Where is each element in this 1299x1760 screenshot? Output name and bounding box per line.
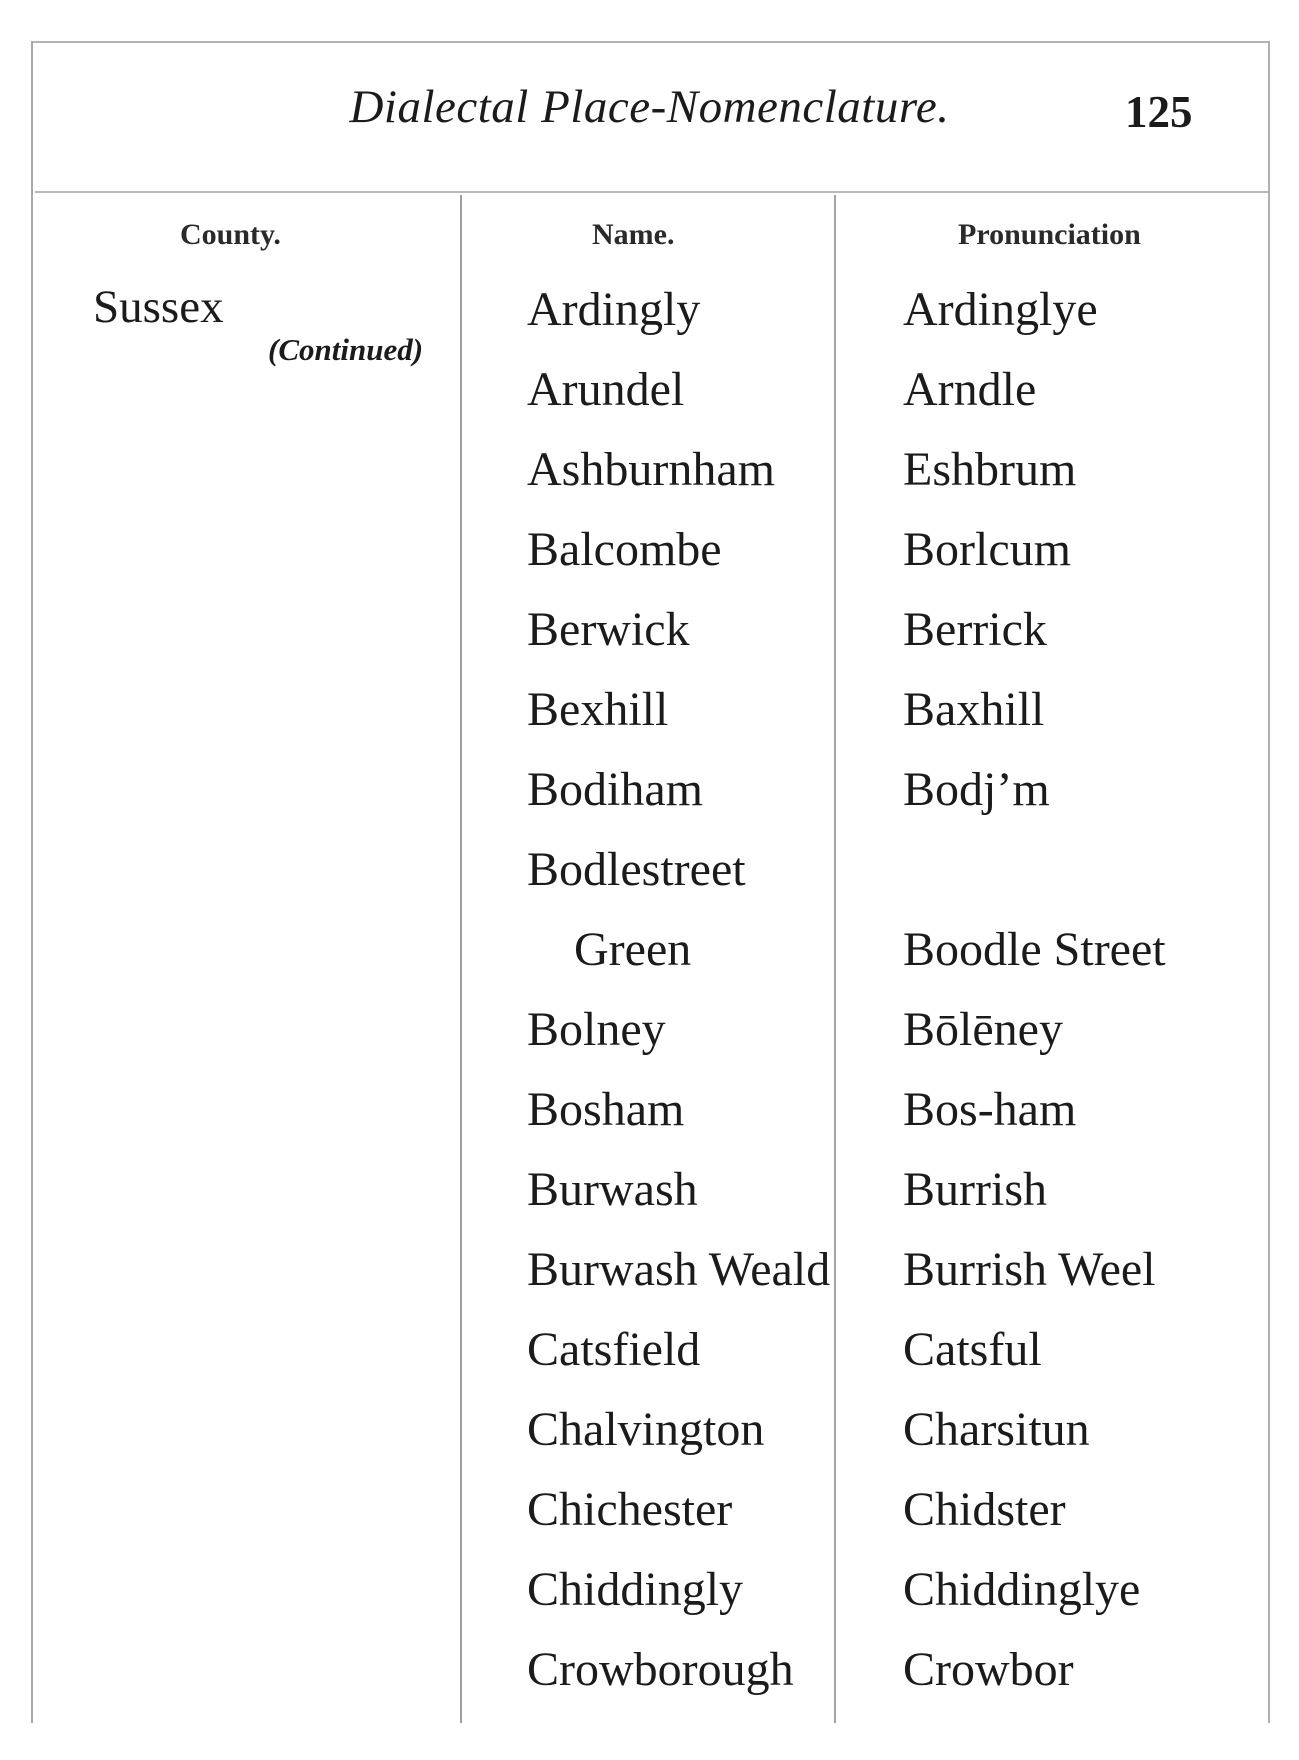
place-name: Berwick — [527, 603, 690, 656]
place-pronunciation: Charsitun — [903, 1403, 1090, 1456]
place-pronunciation: Eshbrum — [903, 443, 1077, 496]
table-row — [0, 1642, 1299, 1722]
column-header-county: County. — [180, 218, 281, 251]
place-pronunciation: Baxhill — [903, 683, 1045, 736]
table-row — [0, 762, 1299, 842]
table-row — [0, 362, 1299, 442]
place-pronunciation: Bodj’m — [903, 763, 1050, 816]
place-name: Crowborough — [527, 1643, 794, 1696]
place-pronunciation: Catsful — [903, 1323, 1042, 1376]
place-pronunciation: Ardinglye — [903, 283, 1098, 336]
place-name: Burwash Weald — [527, 1243, 831, 1296]
table-row — [0, 1002, 1299, 1082]
place-name: Chiddingly — [527, 1563, 744, 1616]
place-name: Bodlestreet — [527, 843, 746, 896]
table-row — [0, 602, 1299, 682]
table-row — [0, 522, 1299, 602]
header-rule — [35, 191, 1268, 193]
place-pronunciation: Arndle — [903, 363, 1037, 416]
running-title: Dialectal Place-Nomenclature. — [349, 81, 950, 133]
place-name: Ardingly — [527, 283, 701, 336]
table-row — [0, 1322, 1299, 1402]
place-pronunciation: Burrish — [903, 1163, 1047, 1216]
county-name: Sussex — [93, 281, 224, 333]
table-row — [0, 1162, 1299, 1242]
table-row — [0, 1562, 1299, 1642]
place-name: Bexhill — [527, 683, 669, 736]
place-name: Bodiham — [527, 763, 703, 816]
table-row — [0, 1242, 1299, 1322]
place-name: Burwash — [527, 1163, 698, 1216]
place-name: Chichester — [527, 1483, 733, 1536]
place-name: Catsfield — [527, 1323, 701, 1376]
place-name: Ashburnham — [527, 443, 775, 496]
place-name: Bosham — [527, 1083, 685, 1136]
place-name: Balcombe — [527, 523, 722, 576]
place-name: Green — [574, 923, 692, 976]
place-pronunciation: Berrick — [903, 603, 1047, 656]
place-pronunciation: Borlcum — [903, 523, 1071, 576]
county-continued-note: (Continued) — [268, 332, 424, 367]
table-row — [0, 282, 1299, 362]
frame-top-rule — [33, 41, 1270, 43]
column-header-pronunciation: Pronunciation — [958, 218, 1141, 251]
table-row — [0, 1402, 1299, 1482]
table-row — [0, 442, 1299, 522]
table-row — [0, 1082, 1299, 1162]
place-pronunciation: Boodle Street — [903, 923, 1166, 976]
place-pronunciation: Chidster — [903, 1483, 1066, 1536]
place-pronunciation: Crowbor — [903, 1643, 1074, 1696]
place-pronunciation: Bos-ham — [903, 1083, 1077, 1136]
place-pronunciation: Chiddinglye — [903, 1563, 1141, 1616]
place-name: Arundel — [527, 363, 685, 416]
column-header-name: Name. — [592, 218, 675, 251]
place-pronunciation: Burrish Weel — [903, 1243, 1156, 1296]
table-row — [0, 1482, 1299, 1562]
table-row — [0, 922, 1299, 1002]
page-number: 125 — [1125, 87, 1193, 137]
place-name: Chalvington — [527, 1403, 765, 1456]
table-row — [0, 842, 1299, 922]
place-name: Bolney — [527, 1003, 666, 1056]
table-row — [0, 682, 1299, 762]
place-pronunciation: Bōlēney — [903, 1003, 1063, 1056]
